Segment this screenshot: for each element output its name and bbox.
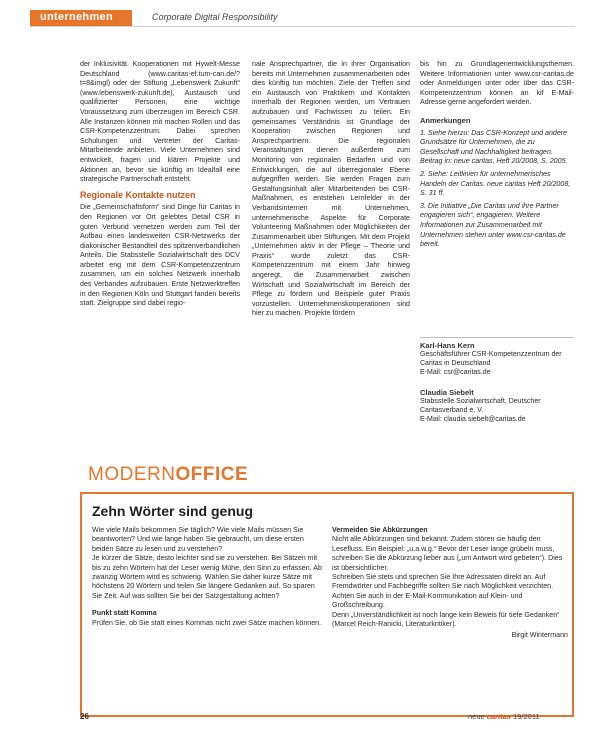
note-item: 3. Die Initiative „Die Caritas und ihre Partner engagieren sich“, engagieren. Weitere Informationen zur Zusammenarbeit mit Unternehmen stehen unter www.csr-caritas.de bereit. <box>420 201 566 249</box>
issue-label <box>468 712 540 721</box>
header-rule <box>30 26 575 27</box>
section-label: unternehmen <box>40 11 113 23</box>
box-subheading: Punkt statt Komma <box>92 609 157 618</box>
author-name: Claudia Siebelt <box>420 388 474 397</box>
box-column-1 <box>92 526 322 628</box>
article-column-3 <box>420 60 574 253</box>
label-part: MODERN <box>88 464 176 485</box>
author-email[interactable]: E-Mail: csr@caritas.de <box>420 369 491 376</box>
article-column-2 <box>252 60 410 319</box>
subheading: Regionale Kontakte nutzen <box>80 189 196 200</box>
box-title: Zehn Wörter sind genug <box>92 503 253 519</box>
page-number: 26 <box>80 712 89 721</box>
modern-office-label <box>88 464 248 486</box>
note-item: 1. Siehe hierzu: Das CSR-Konzept und andere Grundsätze für Unternehmen, die zu Gesellschaft und Nachhaltigkeit beitragen. Beitrag in: neue caritas, Heft 20/2008, S. 2005. <box>420 128 568 166</box>
author-role: Stabsstelle Sozialwirtschaft, Deutscher Caritasverband e. V. <box>420 398 541 414</box>
issue-prefix: neue <box>468 712 485 721</box>
author-email[interactable]: E-Mail: claudia.siebelt@caritas.de <box>420 416 526 423</box>
note-item: 2. Siehe: Leitlinien für unternehmerisches Handeln der Caritas. neue caritas Heft 20/2008, S. 31 ff. <box>420 169 571 198</box>
paragraph: Prüfen Sie, ob Sie statt eines Kommas nicht zwei Sätze machen können. <box>92 618 322 627</box>
paragraph: Je kürzer die Sätze, desto leichter sind sie zu verstehen. Bei Sätzen mit bis zu zehn Wörtern hat der Leser wenig Mühe, den Sinn zu erfassen. Ab zwanzig Wörtern wird es schwierig. Wählen Sie daher kurze Sätze mit höchstens 20 Wörtern und teilen Sie längere Gedanken auf. So sparen Sie Zeit. Auf was sollten Sie bei der Satzgestaltung achten? <box>92 554 322 600</box>
issue-number: 19/2011 <box>513 712 540 721</box>
paragraph: der Inklusivität. Kooperationen mit Hywelt-Messe Deutschland (www.caritas-ef.tum-can.de/?t=8&imgl) oder der Stiftung „Lebenswerk Zukunft“ (www.lebenswerk-zukunft.de), Austausch und qualifizierter Personen, eine wichtige Voraussetzung zum überzeugen im Bereich CSR. Alle Instanzen können mit machen Rollen und das CSR-Kompetenzzentrum. Dabei sprechen Schulungen und Vertreter der Caritas-Mitarbeitende anbieten. Viele Unternehmen sind entwickelt, fragen und klären Projekte und Aktionen an, bevor sie künftig im Idealfall eine strategische Partnerschaft entsteht. <box>80 60 240 184</box>
notes-list <box>420 129 574 250</box>
paragraph: Die „Gemeinschaftsform“ sind Dinge für Caritas in den Regionen vor Ort gelebtes Detail CSR in guten Verbund vernetzen werden zum Teil der Aufbau eines landesweiten CSR-Netzwerks der diakonischer Bestandteil des spitzenverbandlichen Anteils. Die Stabsstelle Sozialwirtschaft des DCV arbeitet eng mit dem CSR-Kompetenzzentrum zusammen, um ein solches Netzwerk innerhalb des Verbandes aufzubauen. Erste Netzwerktreffen in den Regionen Köln und Stuttgart fanden bereits statt. Zielgruppe sind dabei regio- <box>80 203 240 308</box>
paragraph: Nicht alle Abkürzungen sind bekannt. Zudem stören sie häufig den Lesefluss. Ein Beispiel: „u.a.w.g.“ Bevor der Leser lange grübeln muss, schreiben Sie die Abkürzung lieber aus („um Antwort wird gebeten“). Dies ist übersichtlicher. <box>332 535 563 572</box>
paragraph: Achten Sie auch in der E-Mail-Kommunikation auf Klein- und Großschreibung. <box>332 591 523 610</box>
signature: Birgit Wintermann <box>511 631 568 640</box>
paragraph: Wie viele Mails bekommen Sie täglich? Wie viele Mails müssen Sie beantworten? Und wie lange haben Sie gebraucht, um diese ersten beiden Sätze zu lesen und zu verstehen? <box>92 526 304 553</box>
paragraph: nale Ansprechpartner, die in ihrer Organisation bereits mit Unternehmen zusammenarbeiten oder dies künftig tun möchten. Ziele der Treffen sind ein Austausch von Praktikern und Kontakten innerhalb der Regionen werden, um Vertrauen aufzubauen und Fachwissen zu teilen. Ein gemeinsames Verständnis ist Grundlage der Kooperation zwischen Regionen und Ansprechpartnern. Die regionalen Veranstaltungen dienen außerdem zum Monitoring von regionalen Bedarfen und von Entwicklungen, die auf überregionaler Ebene aufgegriffen werden. Sie werden Fragen zum Gestaltungsinhalt aller Mitarbeitenden bei CSR-Maßnahmen, es entstehen Lernfelder in der Verbandsinternen mit Unternehmen, unternehmerische Aspekte für Corporate Volunteering Maßnahmen oder Möglichkeiten der Zusammenarbeit über Stiftungen. Mit dem Projekt „Unternehmen aktiv in der Pflege – Theorie und Praxis“ wurde zuletzt das CSR-Kompetenzzentrum mit einem Jahr hinweg angeregt, die Zusammenarbeit zwischen Wirtschaft und Sozialwirtschaft im Bereich der Pflege zu fördern und Beispiele guter Praxis vorzustellen. Unternehmenskooperationen sind hier zu machen. Projekte fördern <box>252 60 410 318</box>
author-divider <box>420 337 574 338</box>
label-part: OFFICE <box>175 464 249 485</box>
author-role: Geschäftsführer CSR-Kompetenzzentrum der Caritas in Deutschland <box>420 351 562 367</box>
article-column-1 <box>80 60 240 309</box>
paragraph: bis hin zu Grundlagenentwicklungsthemen. Weitere Informationen unter www.csr-caritas.de oder Anmeldungen unter oder über das CSR-Kompetenzzentrum können an kif E-Mail-Adresse gerne angefordert werden. <box>420 60 574 107</box>
paragraph: Schreiben Sie stets und sprechen Sie Ihre Adressaten direkt an. Auf Fremdwörter und Fachbegriffe sollten Sie nach Möglichkeit verzichten. <box>332 573 554 591</box>
magazine-name: caritas <box>486 712 511 721</box>
author-block <box>420 388 574 424</box>
author-name: Karl-Hans Kern <box>420 341 475 350</box>
topic-label: Corporate Digital Responsibility <box>152 12 278 22</box>
notes-heading: Anmerkungen <box>420 115 471 125</box>
box-subheading: Vermeiden Sie Abkürzungen <box>332 526 428 534</box>
paragraph: Denn „Unverständlichkeit ist noch lange kein Beweis für tiefe Gedanken“ (Marcel Reich-Ranicki, Literaturkritiker). <box>332 610 560 629</box>
author-block <box>420 341 574 377</box>
box-column-2 <box>332 526 568 641</box>
